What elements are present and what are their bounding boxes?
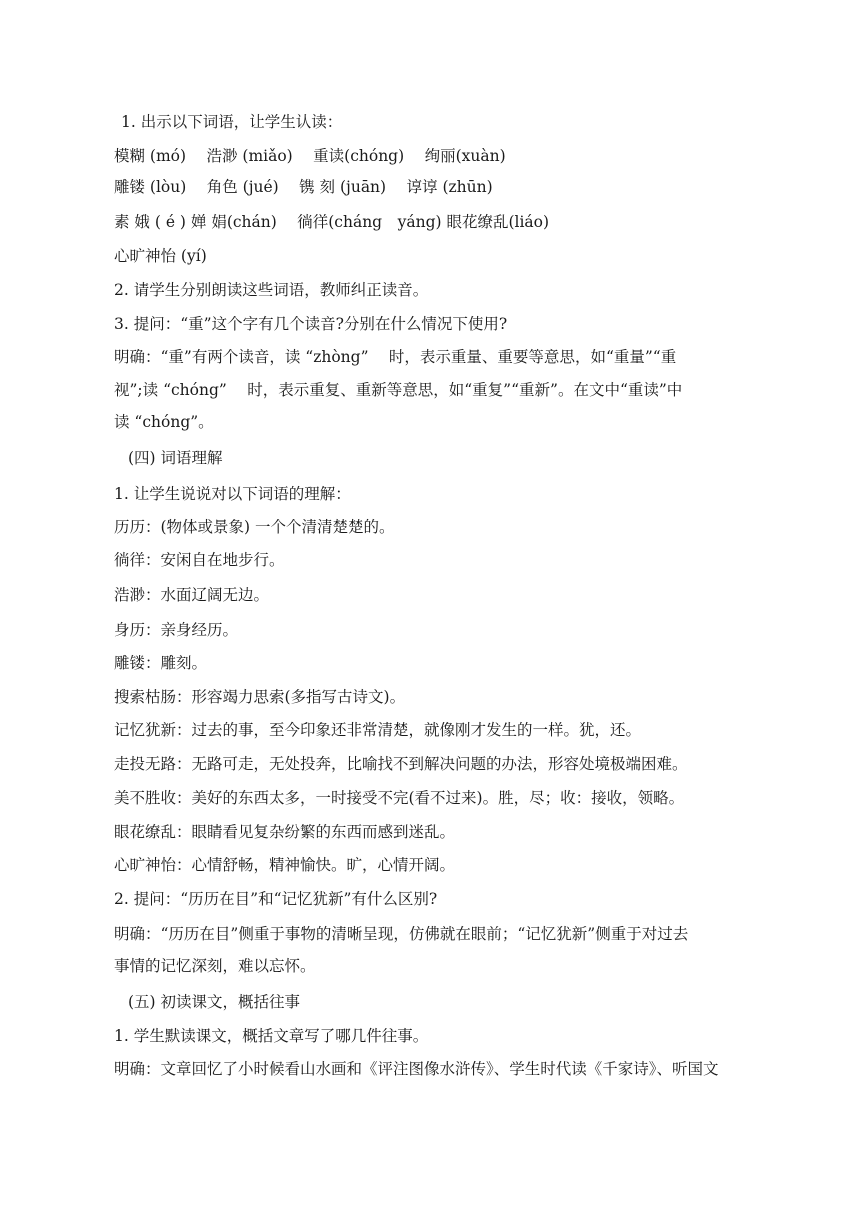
definition-xinkuangshenyi: 心旷神怡：心情舒畅，精神愉快。旷，心情开阔。 [114, 856, 456, 874]
question-difference: 2. 提问：“历历在目”和“记忆犹新”有什么区别? [114, 890, 438, 908]
definition-sousuokuchang: 搜索枯肠：形容竭力思索(多指写古诗文)。 [114, 688, 406, 706]
instruction-understanding: 1. 让学生说说对以下词语的理解： [114, 485, 351, 503]
vocab-pinyin-row-3: 素 娥 ( é ) 婵 娟(chán) 徜徉(cháng yáng) 眼花缭乱(liáo) [114, 213, 550, 231]
answer-zhong-line-3: 读 “chóng”。 [114, 413, 214, 431]
instruction-summarize: 1. 学生默读课文，概括文章写了哪几件往事。 [114, 1027, 429, 1045]
vocab-pinyin-row-1: 模糊 (mó) 浩渺 (miǎo) 重读(chóng) 绚丽(xuàn) [114, 147, 506, 165]
answer-zhong-line-1: 明确：“重”有两个读音，读 “zhòng” 时，表示重量、重要等意思，如“重量”“重 [114, 348, 677, 366]
definition-shenli: 身历：亲身经历。 [114, 621, 239, 639]
answer-difference-line-1: 明确：“历历在目”侧重于事物的清晰呈现，仿佛就在眼前；“记忆犹新”侧重于对过去 [114, 925, 689, 943]
definition-meibushengshou: 美不胜收：美好的东西太多，一时接受不完(看不过来)。胜，尽；收：接收，领略。 [114, 789, 685, 807]
definition-haomiao: 浩渺：水面辽阔无边。 [114, 586, 270, 604]
section-heading-4: (四) 词语理解 [128, 449, 223, 467]
definition-lili: 历历：(物体或景象) 一个个清清楚楚的。 [114, 518, 395, 536]
answer-summarize-line-1: 明确：文章回忆了小时候看山水画和《评注图像水浒传》、学生时代读《千家诗》、听国文 [114, 1060, 719, 1078]
definition-changyang: 徜徉：安闲自在地步行。 [114, 551, 285, 569]
answer-difference-line-2: 事情的记忆深刻，难以忘怀。 [114, 957, 316, 975]
vocab-pinyin-row-2: 雕镂 (lòu) 角色 (jué) 镌 刻 (juān) 谆谆 (zhūn) [114, 178, 493, 196]
question-3: 3. 提问：“重”这个字有几个读音?分别在什么情况下使用? [114, 315, 508, 333]
instruction-2: 2. 请学生分别朗读这些词语，教师纠正读音。 [114, 281, 429, 299]
definition-dialou: 雕镂：雕刻。 [114, 654, 208, 672]
definition-jiyiyouxin: 记忆犹新：过去的事，至今印象还非常清楚，就像刚才发生的一样。犹，还。 [114, 721, 642, 739]
definition-zoutouwulu: 走投无路：无路可走，无处投奔，比喻找不到解决问题的办法，形容处境极端困难。 [114, 755, 688, 773]
definition-yanhualiaoluan: 眼花缭乱：眼睛看见复杂纷繁的东西而感到迷乱。 [114, 823, 456, 841]
section-heading-5: (五) 初读课文，概括往事 [128, 993, 301, 1011]
answer-zhong-line-2: 视”;读 “chóng” 时，表示重复、重新等意思，如“重复”“重新”。在文中“重读”中 [114, 381, 683, 399]
vocab-pinyin-row-4: 心旷神怡 (yí) [114, 247, 207, 265]
instruction-1: 1. 出示以下词语，让学生认读： [121, 113, 343, 131]
